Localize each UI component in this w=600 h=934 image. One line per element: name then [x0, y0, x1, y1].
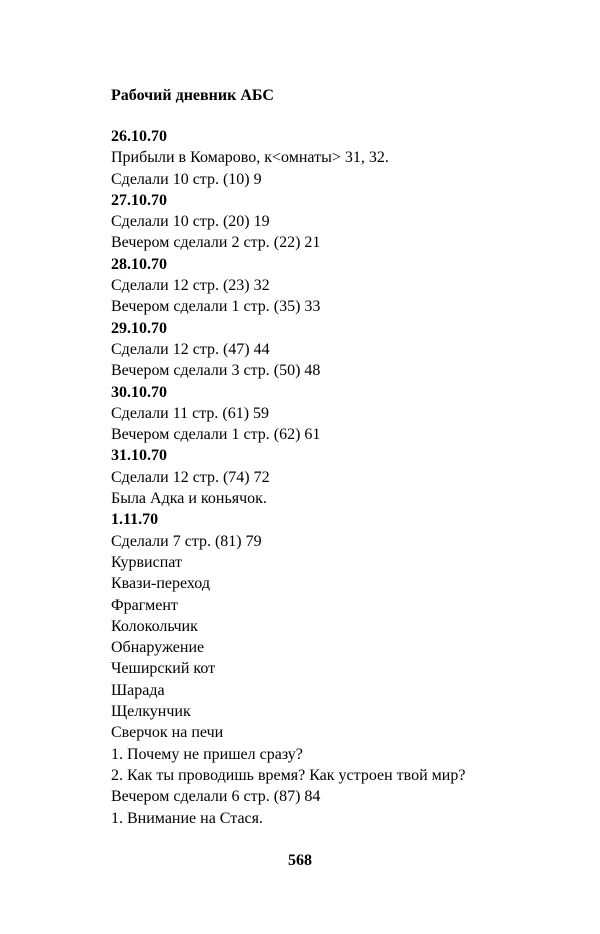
entry-line: Вечером сделали 6 стр. (87) 84: [111, 788, 321, 806]
entry-date: 29.10.70: [111, 319, 167, 337]
entry-line: Сделали 11 стр. (61) 59: [111, 404, 270, 422]
entry-line: 1. Внимание на Стася.: [111, 809, 264, 827]
entry-date: 1.11.70: [111, 511, 159, 529]
entry-line: Фрагмент: [111, 596, 178, 614]
entry-line: Чеширский кот: [111, 660, 216, 678]
entry-line: Сделали 7 стр. (81) 79: [111, 532, 262, 550]
entry-line: Щелкунчик: [111, 703, 191, 721]
entry-line: Сделали 12 стр. (23) 32: [111, 277, 270, 295]
entry-line: Сделали 10 стр. (10) 9: [111, 170, 262, 188]
entry-line: Вечером сделали 1 стр. (62) 61: [111, 426, 321, 444]
entry-date: 30.10.70: [111, 383, 167, 401]
entry-line: 2. Как ты проводишь время? Как устроен твой мир?: [111, 766, 466, 784]
entry-line: Сделали 12 стр. (47) 44: [111, 340, 270, 358]
entry-date: 27.10.70: [111, 191, 167, 209]
diary-entries: [111, 126, 571, 829]
entry-line: Сделали 10 стр. (20) 19: [111, 213, 270, 231]
page-number: 568: [288, 852, 312, 869]
entry-line: Сверчок на печи: [111, 724, 224, 742]
entry-line: Обнаружение: [111, 639, 205, 657]
entry-line: Колокольчик: [111, 617, 198, 635]
entry-line: Прибыли в Комарово, к<омнаты> 31, 32.: [111, 149, 389, 167]
entry-date: 26.10.70: [111, 128, 167, 145]
entry-date: 31.10.70: [111, 447, 167, 465]
entry-line: Была Адка и коньячок.: [111, 490, 267, 508]
entry-line: Квази-переход: [111, 575, 210, 593]
entry-line: Сделали 12 стр. (74) 72: [111, 468, 270, 486]
page-title: Рабочий дневник АБС: [111, 87, 274, 104]
entry-line: Вечером сделали 1 стр. (35) 33: [111, 298, 321, 316]
entry-date: 28.10.70: [111, 255, 167, 273]
entry-line: Вечером сделали 2 стр. (22) 21: [111, 234, 321, 252]
entry-line: Курвиспат: [111, 553, 182, 571]
entry-line: Шарада: [111, 681, 165, 699]
entry-line: 1. Почему не пришел сразу?: [111, 745, 303, 763]
entry-line: Вечером сделали 3 стр. (50) 48: [111, 362, 321, 380]
